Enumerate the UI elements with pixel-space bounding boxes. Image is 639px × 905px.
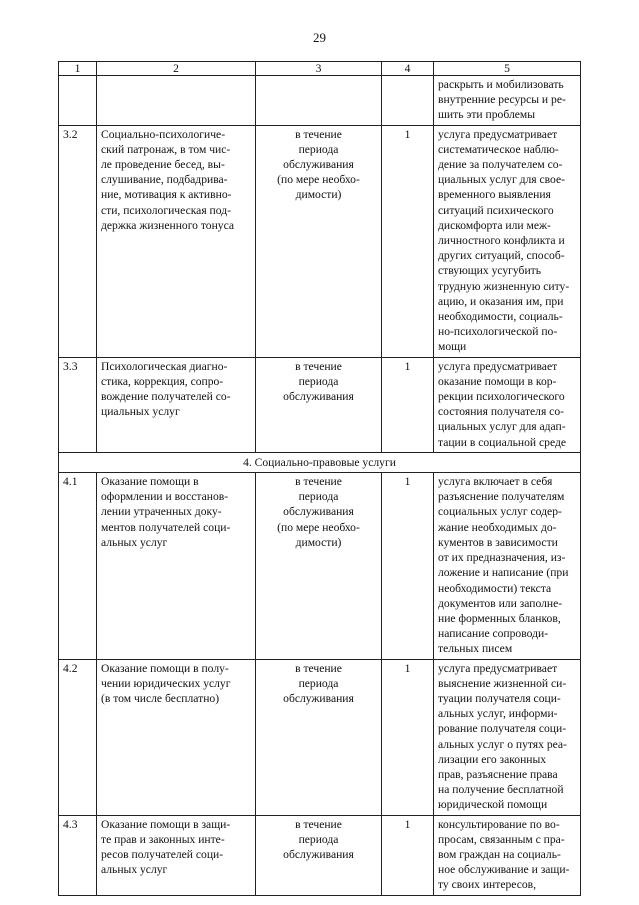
service-description-cell-line: услуга предусматривает [438,359,558,373]
service-name-cell-line: альных услуг [101,863,168,877]
service-name-cell [97,357,256,452]
service-name-cell-line: оформлении и восстанов- [101,490,229,504]
service-description-cell-line: оказание помощи в кор- [438,374,557,388]
service-description-cell-line: трудную жизненную ситу- [438,279,570,293]
service-number-cell [59,76,97,126]
table-row [59,125,581,357]
service-name-cell-line: вождение получателей со- [101,390,231,404]
service-name-cell-line: лении утраченных доку- [101,505,222,519]
table-row [59,76,581,126]
service-description-cell-line: услуга предусматривает [438,661,558,675]
service-term-cell-line: периода [298,676,339,690]
service-name-cell [97,473,256,659]
service-description-cell-line: тельных писем [438,642,513,656]
service-term-cell [256,815,382,895]
service-description-cell-line: юридической помощи [438,798,548,812]
service-description-cell-line: написание сопроводи- [438,627,549,641]
service-term-cell-line: в течение [295,817,342,831]
service-description-cell-line: на получение бесплатной [438,783,564,797]
service-name-cell-line: альных услуг [101,535,168,549]
service-description-cell-line: раскрыть и мобилизовать [438,78,564,91]
service-term-cell [256,473,382,659]
service-description-cell-line: выяснение жизненной си- [438,676,567,690]
service-description-cell-line: ту своих интересов, [438,878,537,892]
service-count-cell: 1 [382,125,434,357]
service-term-cell-line: в течение [295,661,342,675]
service-description-cell-line: внутренние ресурсы и ре- [438,93,566,107]
service-description-cell-line: тации в социальной среде [438,435,566,449]
service-name-cell-line: ресов получателей соци- [101,847,224,861]
service-description-cell [434,357,581,452]
service-number-cell: 4.3 [59,815,97,895]
service-term-cell-line: периода [298,490,339,504]
service-description-cell-line: услуга включает в себя [438,475,553,489]
section-title: 4. Социально-правовые услуги [59,452,581,472]
service-number-cell: 3.3 [59,357,97,452]
service-description-cell-line: циальных услуг для адап- [438,420,566,434]
service-description-cell-line: кументов в зависимости [438,535,558,549]
table-body [59,62,581,896]
service-name-cell [97,125,256,357]
column-header-5: 5 [434,62,581,76]
service-description-cell-line: документов или заполне- [438,596,563,610]
service-term-cell-line: в течение [295,127,342,141]
service-term-cell-line: (по мере необхо- [277,173,360,187]
service-term-cell [256,357,382,452]
service-name-cell-line: слушивание, подбадрива- [101,173,228,187]
service-description-cell-line: вом граждан на социаль- [438,847,561,861]
column-header-3: 3 [256,62,382,76]
service-term-cell-line: димости) [295,188,342,202]
service-name-cell-line: Оказание помощи в полу- [101,661,229,675]
service-number-cell: 4.1 [59,473,97,659]
column-header-1: 1 [59,62,97,76]
service-description-cell-line: лизации его законных [438,752,547,766]
service-term-cell-line: димости) [295,535,342,549]
service-description-cell [434,125,581,357]
service-name-cell-line: ментов получателей соци- [101,520,231,534]
service-name-cell [97,76,256,126]
service-term-cell [256,76,382,126]
service-name-cell-line: Социально-психологиче- [101,127,226,141]
service-term-cell-line: обслуживания [283,390,354,404]
service-count-cell: 1 [382,357,434,452]
service-description-cell-line: ситуаций психического [438,203,554,217]
service-name-cell-line: Оказание помощи в [101,475,199,489]
service-description-cell-line: прав, разъяснение права [438,767,558,781]
service-description-cell [434,815,581,895]
service-count-cell: 1 [382,659,434,815]
service-term-cell-line: обслуживания [283,691,354,705]
service-name-cell-line: те прав и законных инте- [101,832,225,846]
service-description-cell-line: ложение и написание (при [438,566,569,580]
service-description-cell-line: социальных услуг содер- [438,505,562,519]
service-term-cell-line: периода [298,374,339,388]
service-name-cell-line: (в том числе бесплатно) [101,691,220,705]
service-description-cell-line: состояния получателя со- [438,405,564,419]
service-description-cell-line: альных услуг о путях реа- [438,737,567,751]
service-description-cell-line: просам, связанным с пра- [438,832,565,846]
service-description-cell-line: систематическое наблю- [438,142,559,156]
service-description-cell-line: ное обслуживание и защи- [438,863,570,877]
service-description-cell-line: личностного конфликта и [438,234,565,248]
service-term-cell-line: в течение [295,359,342,373]
service-description-cell-line: ацию, и оказания им, при [438,294,564,308]
service-number-cell: 4.2 [59,659,97,815]
service-description-cell-line: ние форменных бланков, [438,611,561,625]
service-description-cell-line: других ситуаций, способ- [438,249,565,263]
service-name-cell-line: Психологическая диагно- [101,359,228,373]
service-term-cell [256,125,382,357]
table-row [59,659,581,815]
page-number: 29 [313,30,326,45]
section-header-row [59,452,581,472]
service-term-cell-line: обслуживания [283,847,354,861]
service-name-cell-line: ский патронаж, в том чис- [101,142,231,156]
column-header-2: 2 [97,62,256,76]
service-name-cell-line: ние, мотивация к активно- [101,188,232,202]
service-number-cell: 3.2 [59,125,97,357]
service-description-cell [434,659,581,815]
service-name-cell-line: циальных услуг [101,405,180,419]
service-term-cell-line: периода [298,142,339,156]
service-name-cell-line: Оказание помощи в защи- [101,817,231,831]
service-description-cell-line: услуга предусматривает [438,127,558,141]
service-count-cell: 1 [382,473,434,659]
service-description-cell-line: циальных услуг для свое- [438,173,565,187]
table-row [59,473,581,659]
table-row [59,357,581,452]
services-table [58,61,581,896]
service-name-cell-line: сти, психологическая под- [101,203,231,217]
service-description-cell-line: необходимости) текста [438,581,552,595]
service-count-cell [382,76,434,126]
service-description-cell-line: консультирование по во- [438,817,560,831]
service-description-cell-line: шить эти проблемы [438,108,535,122]
table-row [59,815,581,895]
service-term-cell-line: в течение [295,475,342,489]
service-term-cell [256,659,382,815]
service-name-cell-line: ле проведение бесед, вы- [101,158,225,172]
service-description-cell-line: разъяснение получателям [438,490,565,504]
service-name-cell-line: стика, коррекция, сопро- [101,374,224,388]
service-description-cell-line: жание необходимых до- [438,520,557,534]
service-term-cell-line: (по мере необхо- [277,520,360,534]
service-term-cell-line: обслуживания [283,505,354,519]
service-description-cell-line: временного выявления [438,188,551,202]
service-description-cell-line: от их предназначения, из- [438,551,566,565]
service-term-cell-line: периода [298,832,339,846]
service-description-cell-line: дение за получателем со- [438,158,563,172]
service-description-cell-line: но-психологической по- [438,325,558,339]
service-description-cell-line: дискомфорта или меж- [438,218,551,232]
service-description-cell-line: рование получателя соци- [438,722,567,736]
service-name-cell [97,659,256,815]
service-count-cell: 1 [382,815,434,895]
service-description-cell-line: альных услуг, информи- [438,707,558,721]
service-description-cell-line: рекции психологического [438,390,565,404]
service-name-cell [97,815,256,895]
service-description-cell [434,76,581,126]
service-description-cell [434,473,581,659]
service-description-cell-line: ствующих усугубить [438,264,542,278]
service-description-cell-line: туации получателя соци- [438,691,561,705]
service-term-cell-line: обслуживания [283,158,354,172]
table-header-row [59,62,581,76]
service-name-cell-line: держка жизненного тонуса [101,218,235,232]
service-description-cell-line: необходимости, социаль- [438,310,563,324]
column-header-4: 4 [382,62,434,76]
service-name-cell-line: чении юридических услуг [101,676,231,690]
service-description-cell-line: мощи [438,340,467,354]
